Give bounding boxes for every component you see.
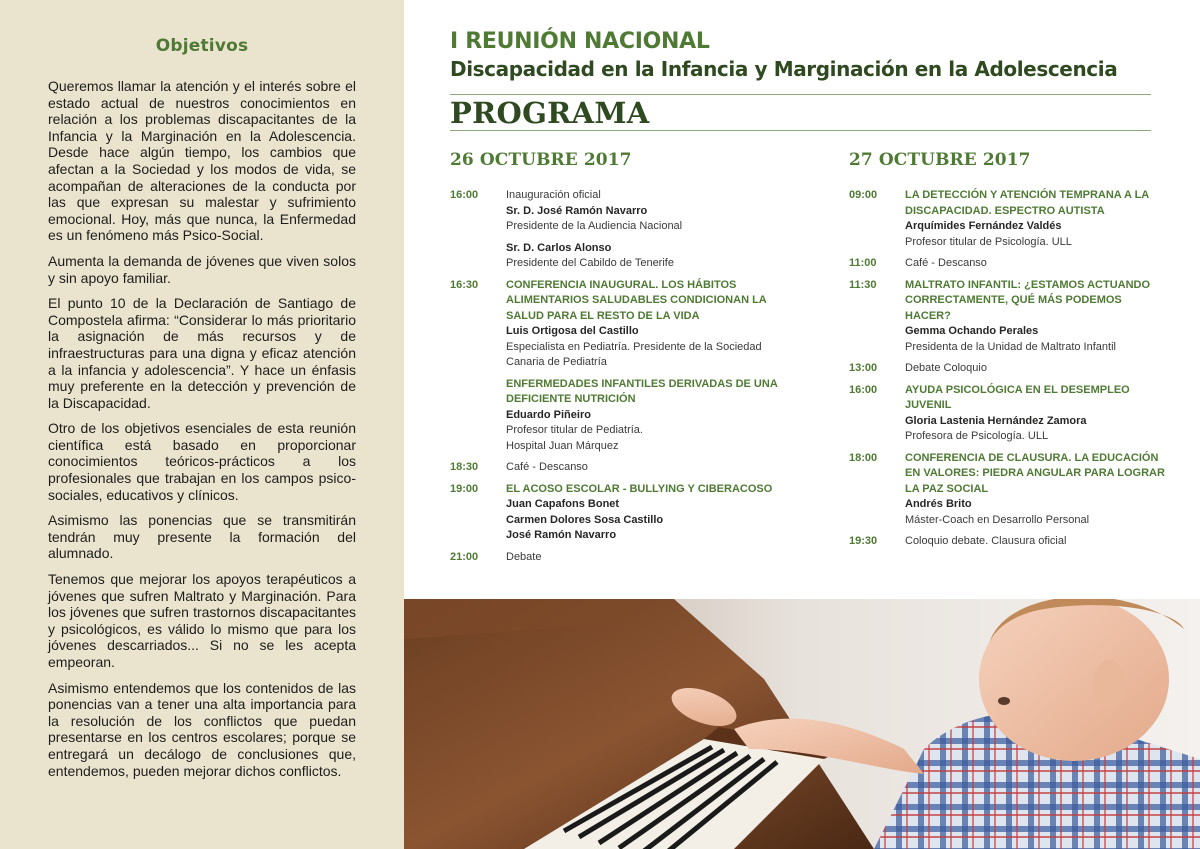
- session-title: LA DETECCIÓN Y ATENCIÓN TEMPRANA A LA DISCAPACIDAD. ESPECTRO AUTISTA: [905, 189, 1149, 217]
- schedule-details: [905, 256, 1169, 272]
- schedule-time: 16:30: [450, 278, 479, 291]
- schedule-details: [905, 534, 1169, 550]
- schedule-details: [905, 383, 1169, 445]
- objetivos-paragraph: El punto 10 de la Declaración de Santiago de Compostela afirma: “Considerar lo más prioritario la asignación de más recursos y de infraestructuras para una digna y eficaz atención a la infancia y adolescencia”. Y hace un énfasis muy preferente en la detección y prevención de la Discapacidad.: [48, 295, 356, 411]
- schedule-details: [506, 482, 780, 544]
- event-title: I REUNIÓN NACIONAL: [450, 29, 710, 54]
- day-2-items: [849, 188, 1169, 550]
- speaker-name: Arquímides Fernández Valdés: [905, 220, 1062, 232]
- speaker-name: Carmen Dolores Sosa Castillo: [506, 513, 664, 526]
- schedule-time: 16:00: [450, 189, 479, 201]
- session-title: MALTRATO INFANTIL: ¿ESTAMOS ACTUANDO CORRECTAMENTE, QUÉ MÁS PODEMOS HACER?: [905, 278, 1151, 322]
- speaker-name: Gemma Ochando Perales: [905, 325, 1039, 337]
- schedule-item: [849, 278, 1169, 356]
- schedule-details: [506, 278, 780, 455]
- schedule-time: 11:30: [849, 278, 877, 291]
- schedule-details: [506, 460, 780, 476]
- schedule-details: [905, 451, 1169, 529]
- schedule-details: [905, 188, 1169, 250]
- day-2-schedule: [849, 150, 1169, 556]
- speaker-affiliation: Especialista en Pediatría. Presidente de la Sociedad Canaria de Pediatría: [506, 340, 762, 368]
- objetivos-paragraph: Aumenta la demanda de jóvenes que viven solos y sin apoyo familiar.: [48, 252, 356, 286]
- divider: [450, 94, 1151, 95]
- speaker-affiliation: Presidente de la Audiencia Nacional: [506, 220, 683, 232]
- schedule-item: [849, 534, 1169, 550]
- schedule-time: 19:00: [450, 482, 479, 495]
- speaker-name: Andrés Brito: [905, 498, 972, 510]
- day-1-schedule: [450, 150, 780, 571]
- schedule-time: 11:00: [849, 257, 877, 269]
- schedule-item: [849, 361, 1169, 377]
- schedule-time: 13:00: [849, 362, 878, 374]
- schedule-item: [450, 482, 780, 544]
- schedule-item: [450, 460, 780, 476]
- session-text: Debate Coloquio: [905, 362, 987, 374]
- objetivos-panel: [0, 0, 404, 849]
- schedule-details: [905, 361, 1169, 377]
- speaker-name: Sr. D. José Ramón Navarro: [506, 204, 648, 217]
- schedule-item: [849, 451, 1169, 529]
- objetivos-paragraph: Asimismo entendemos que los contenidos de las ponencias van a tener una alta importancia para la resolución de los conflictos que puedan presentarse en los centros escolares; porque se entregará un decálogo de conclusiones que, entendemos, pueden mejorar dichos conflictos.: [48, 679, 356, 779]
- day-2-date: 27 OCTUBRE 2017: [849, 150, 1031, 170]
- speaker-affiliation: Profesor titular de Psicología. ULL: [905, 235, 1072, 248]
- speaker-affiliation: Profesor titular de Pediatría.: [506, 424, 643, 436]
- schedule-time: 16:00: [849, 383, 878, 396]
- schedule-time: 09:00: [849, 189, 878, 201]
- speaker-affiliation: Presidente del Cabildo de Tenerife: [506, 257, 674, 269]
- session-text: Café - Descanso: [905, 257, 987, 269]
- session-title: EL ACOSO ESCOLAR - BULLYING Y CIBERACOSO: [506, 482, 773, 495]
- programa-heading: PROGRAMA: [450, 96, 650, 130]
- session-title: CONFERENCIA DE CLAUSURA. LA EDUCACIÓN EN VALORES: PIEDRA ANGULAR PARA LOGRAR LA PAZ SOCIAL: [905, 451, 1165, 495]
- schedule-time: 18:00: [849, 451, 878, 464]
- programa-panel: [404, 0, 1200, 599]
- schedule-details: [506, 188, 780, 272]
- schedule-item: [450, 188, 780, 272]
- divider: [450, 130, 1151, 131]
- day-1-date: 26 OCTUBRE 2017: [450, 150, 632, 170]
- schedule-item: [450, 550, 780, 566]
- speaker-name: Eduardo Piñeiro: [506, 408, 591, 421]
- speaker-name: Juan Capafons Bonet: [506, 498, 620, 510]
- objetivos-paragraph: Queremos llamar la atención y el interés sobre el estado actual de nuestros conocimientos en relación a los problemas discapacitantes de la Infancia y la Marginación en la Adolescencia. Desde hace algún tiempo, los cambios que afectan a la Sociedad y los modos de vida, se acompañan de alteraciones de la conducta por las que expresan su malestar y sufrimiento emocional. Hoy, más que nunca, la Enfermedad es un fenómeno más Psico-Social.: [48, 78, 356, 244]
- schedule-details: [905, 278, 1169, 356]
- schedule-item: [450, 278, 780, 455]
- speaker-affiliation: Presidenta de la Unidad de Maltrato Infantil: [905, 340, 1116, 353]
- schedule-item: [849, 188, 1169, 250]
- speaker-name: Gloria Lastenia Hernández Zamora: [905, 414, 1087, 427]
- day-1-items: [450, 188, 780, 565]
- photo-illustration: [404, 599, 1200, 849]
- session-text: Coloquio debate. Clausura oficial: [905, 535, 1067, 547]
- session-title: AYUDA PSICOLÓGICA EN EL DESEMPLEO JUVENIL: [905, 383, 1130, 411]
- session-title: CONFERENCIA INAUGURAL. LOS HÁBITOS ALIMENTARIOS SALUDABLES CONDICIONAN LA SALUD PARA EL RESTO DE LA VIDA: [506, 278, 767, 322]
- objetivos-paragraph: Otro de los objetivos esenciales de esta reunión científica está basado en proporcionar conocimientos teóricos-prácticos a los profesionales que trabajan en los campos psico-sociales, educativos y clínicos.: [48, 420, 356, 503]
- speaker-name: José Ramón Navarro: [506, 529, 617, 541]
- speaker-affiliation: Profesora de Psicología. ULL: [905, 430, 1049, 442]
- objetivos-title: Objetivos: [155, 36, 249, 56]
- schedule-item: [849, 383, 1169, 445]
- speaker-name: Luis Ortigosa del Castillo: [506, 325, 639, 337]
- session-text: Café - Descanso: [506, 461, 588, 473]
- schedule-time: 21:00: [450, 550, 479, 563]
- schedule-time: 18:30: [450, 461, 479, 473]
- objetivos-paragraph: Tenemos que mejorar los apoyos terapéuticos a jóvenes que sufren Maltrato y Marginación. Para los jóvenes que sufren trastornos discapacitantes y psicológicos, es válido lo mismo que para los jóvenes descarriados... Si no se les acepta empeoran.: [48, 571, 356, 670]
- event-subtitle: Discapacidad en la Infancia y Marginación en la Adolescencia: [450, 57, 1118, 81]
- session-title: ENFERMEDADES INFANTILES DERIVADAS DE UNA DEFICIENTE NUTRICIÓN: [506, 377, 778, 405]
- session-text: Debate: [506, 550, 542, 563]
- speaker-affiliation: Máster-Coach en Desarrollo Personal: [905, 513, 1090, 526]
- schedule-details: [506, 550, 780, 566]
- objetivos-paragraph: Asimismo las ponencias que se transmitirán tendrán muy presente la formación del alumnado.: [48, 512, 356, 562]
- schedule-time: 19:30: [849, 535, 878, 547]
- child-at-piano-photo: [404, 599, 1200, 849]
- session-text: Inauguración oficial: [506, 189, 601, 201]
- schedule-item: [849, 256, 1169, 272]
- speaker-affiliation: Hospital Juan Márquez: [506, 439, 619, 452]
- speaker-name: Sr. D. Carlos Alonso: [506, 241, 612, 254]
